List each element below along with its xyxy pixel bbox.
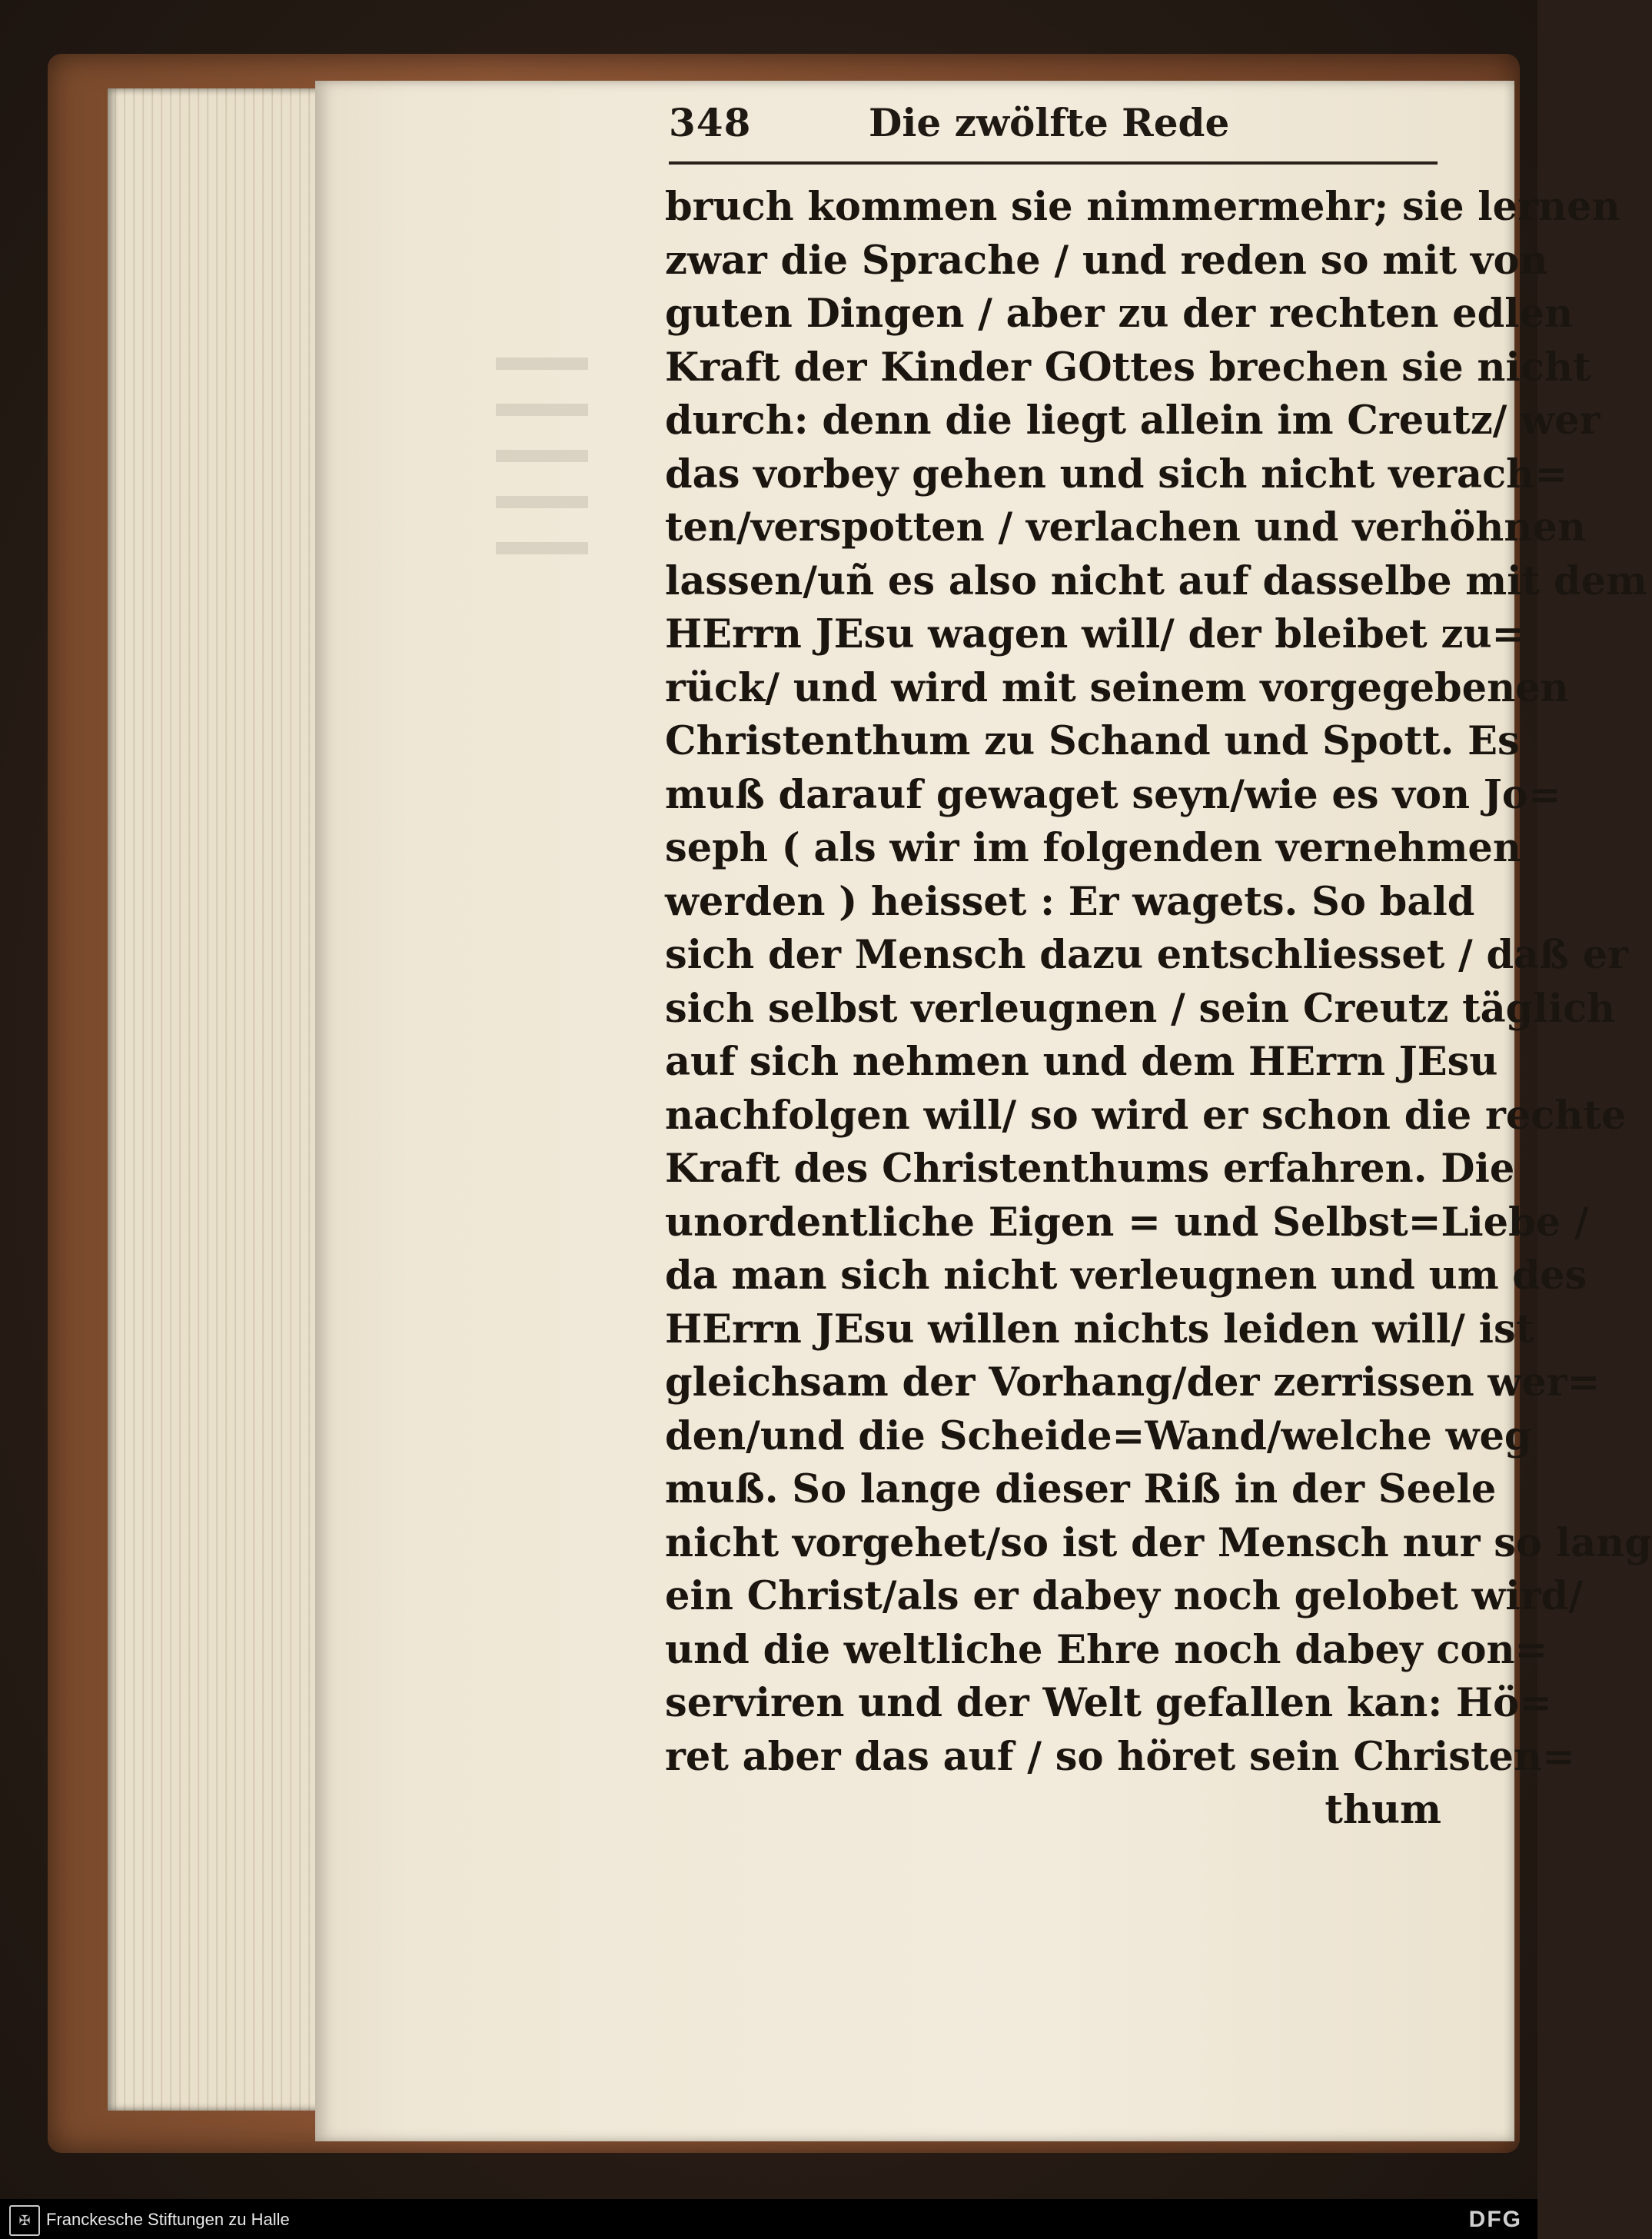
text-line: ret aber das auf / so höret sein Christen= bbox=[665, 1733, 1575, 1780]
text-line: rück/ und wird mit seinem vorgegebenen bbox=[665, 664, 1569, 711]
text-line: Kraft des Christenthums erfahren. Die bbox=[665, 1146, 1515, 1192]
text-line: und die weltliche Ehre noch dabey con= bbox=[665, 1626, 1548, 1673]
text-line: den/und die Scheide=Wand/welche weg bbox=[665, 1412, 1532, 1459]
text-line: guten Dingen / aber zu der rechten edlen bbox=[665, 291, 1574, 337]
page-number: 348 bbox=[669, 100, 752, 145]
text-line: auf sich nehmen und dem HErrn JEsu bbox=[665, 1039, 1498, 1085]
text-line: muß. So lange dieser Riß in der Seele bbox=[665, 1466, 1497, 1512]
text-line: gleichsam der Vorhang/der zerrissen wer= bbox=[665, 1359, 1600, 1406]
text-line: muß darauf gewaget seyn/wie es von Jo= bbox=[665, 771, 1561, 818]
page-edges-stack bbox=[108, 88, 338, 2111]
text-line: das vorbey gehen und sich nicht verach= bbox=[665, 451, 1567, 497]
institution-label: Franckesche Stiftungen zu Halle bbox=[46, 2210, 290, 2229]
text-line: durch: denn die liegt allein im Creutz/ wer bbox=[665, 398, 1600, 444]
bleed-through-ghost bbox=[496, 358, 588, 557]
francke-seal-icon: ✠ bbox=[9, 2205, 40, 2236]
text-line: sich der Mensch dazu entschliesset / daß er bbox=[665, 932, 1629, 978]
text-line: sich selbst verleugnen / sein Creutz täglich bbox=[665, 985, 1616, 1032]
text-line: Kraft der Kinder GOttes brechen sie nicht bbox=[665, 344, 1591, 391]
text-line: HErrn JEsu wagen will/ der bleibet zu= bbox=[665, 611, 1525, 657]
catchword-line: thum bbox=[1325, 1787, 1441, 1833]
text-line: Christenthum zu Schand und Spott. Es bbox=[665, 718, 1520, 764]
text-line: HErrn JEsu willen nichts leiden will/ ist bbox=[665, 1306, 1534, 1352]
body-text bbox=[665, 181, 1652, 1838]
text-line: serviren und der Welt gefallen kan: Hö= bbox=[665, 1680, 1552, 1726]
dfg-logo: DFG bbox=[1468, 2207, 1522, 2232]
page-header bbox=[669, 100, 1438, 161]
header-rule bbox=[669, 161, 1438, 165]
text-line: ten/verspotten / verlachen und verhöhnen bbox=[665, 504, 1586, 551]
text-line: unordentliche Eigen = und Selbst=Liebe / bbox=[665, 1199, 1589, 1246]
text-line: ein Christ/als er dabey noch gelobet wird/ bbox=[665, 1573, 1583, 1619]
text-line: lassen/uñ es also nicht auf dasselbe mit dem bbox=[665, 557, 1647, 604]
text-line: werden ) heisset : Er wagets. So bald bbox=[665, 878, 1475, 925]
running-title: Die zwölfte Rede bbox=[869, 100, 1230, 145]
text-line: da man sich nicht verleugnen und um des bbox=[665, 1253, 1587, 1299]
text-line: nicht vorgehet/so ist der Mensch nur so lang bbox=[665, 1519, 1652, 1566]
text-line: bruch kommen sie nimmermehr; sie lernen bbox=[665, 184, 1620, 230]
text-line: zwar die Sprache / und reden so mit von bbox=[665, 237, 1548, 284]
viewer-footer bbox=[0, 2199, 1537, 2239]
text-line: nachfolgen will/ so wird er schon die rechte bbox=[665, 1092, 1627, 1139]
text-line: seph ( als wir im folgenden vernehmen bbox=[665, 825, 1521, 871]
